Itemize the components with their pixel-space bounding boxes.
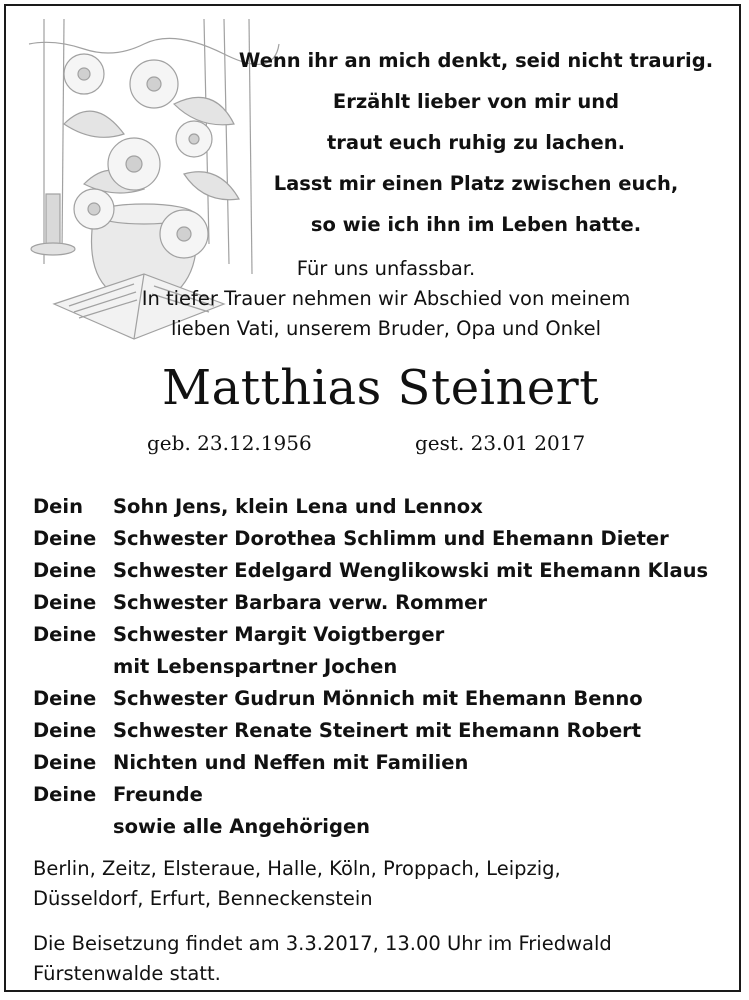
relation-label: Deine (33, 719, 97, 742)
birth-date: geb. 23.12.1956 (147, 431, 312, 455)
mourner-names: Schwester Barbara verw. Rommer (113, 591, 488, 614)
mourner-row (33, 651, 708, 683)
intro-line: lieben Vati, unserem Bruder, Opa und Onkel (170, 317, 602, 340)
relation-label: Deine (33, 687, 97, 710)
relation-label: Deine (33, 623, 97, 646)
mourners-list (33, 491, 708, 843)
relation-label: Deine (33, 559, 97, 582)
mourner-names: Schwester Renate Steinert mit Ehemann Robert (113, 719, 642, 742)
relation-label: Dein (33, 495, 83, 518)
intro-line: Für uns unfassbar. (296, 257, 476, 280)
places-list (33, 854, 561, 914)
relation-label (33, 651, 113, 683)
memorial-poem (216, 40, 736, 245)
funeral-line: Die Beisetzung findet am 3.3.2017, 13.00 Uhr im Friedwald (33, 932, 612, 955)
relation-label: Deine (33, 783, 97, 806)
mourner-row (33, 491, 708, 523)
mourner-names: Schwester Gudrun Mönnich mit Ehemann Benno (113, 687, 643, 710)
intro-text (66, 254, 706, 344)
mourner-names: mit Lebenspartner Jochen (113, 655, 398, 678)
funeral-line: Fürstenwalde statt. (33, 962, 221, 985)
mourner-names: Schwester Dorothea Schlimm und Ehemann Dieter (113, 527, 669, 550)
mourner-names: Nichten und Neffen mit Familien (113, 751, 469, 774)
mourner-names: Sohn Jens, klein Lena und Lennox (113, 495, 483, 518)
death-date: gest. 23.01 2017 (415, 431, 586, 455)
poem-line: so wie ich ihn im Leben hatte. (310, 213, 642, 236)
poem-line: traut euch ruhig zu lachen. (326, 131, 626, 154)
mourner-row (33, 683, 708, 715)
mourner-row (33, 587, 708, 619)
poem-line: Lasst mir einen Platz zwischen euch, (273, 172, 679, 195)
poem-line: Erzählt lieber von mir und (332, 90, 620, 113)
relation-label: Deine (33, 527, 97, 550)
places-line: Düsseldorf, Erfurt, Benneckenstein (33, 887, 373, 910)
obituary-notice (4, 4, 741, 992)
intro-line: In tiefer Trauer nehmen wir Abschied von meinem (141, 287, 631, 310)
mourner-names: sowie alle Angehörigen (113, 815, 371, 838)
relation-label: Deine (33, 591, 97, 614)
mourner-row (33, 747, 708, 779)
mourner-row (33, 811, 708, 843)
mourner-names: Schwester Margit Voigtberger (113, 623, 445, 646)
relation-label: Deine (33, 751, 97, 774)
mourner-names: Schwester Edelgard Wenglikowski mit Ehemann Klaus (113, 559, 709, 582)
mourner-names: Freunde (113, 783, 203, 806)
mourner-row (33, 715, 708, 747)
mourner-row (33, 523, 708, 555)
mourner-row (33, 555, 708, 587)
deceased-name: Matthias Steinert (161, 360, 600, 416)
relation-label (33, 811, 113, 843)
funeral-info (33, 929, 612, 989)
poem-line: Wenn ihr an mich denkt, seid nicht traurig. (238, 49, 714, 72)
mourner-row (33, 619, 708, 651)
mourner-row (33, 779, 708, 811)
places-line: Berlin, Zeitz, Elsteraue, Halle, Köln, Proppach, Leipzig, (33, 857, 561, 880)
